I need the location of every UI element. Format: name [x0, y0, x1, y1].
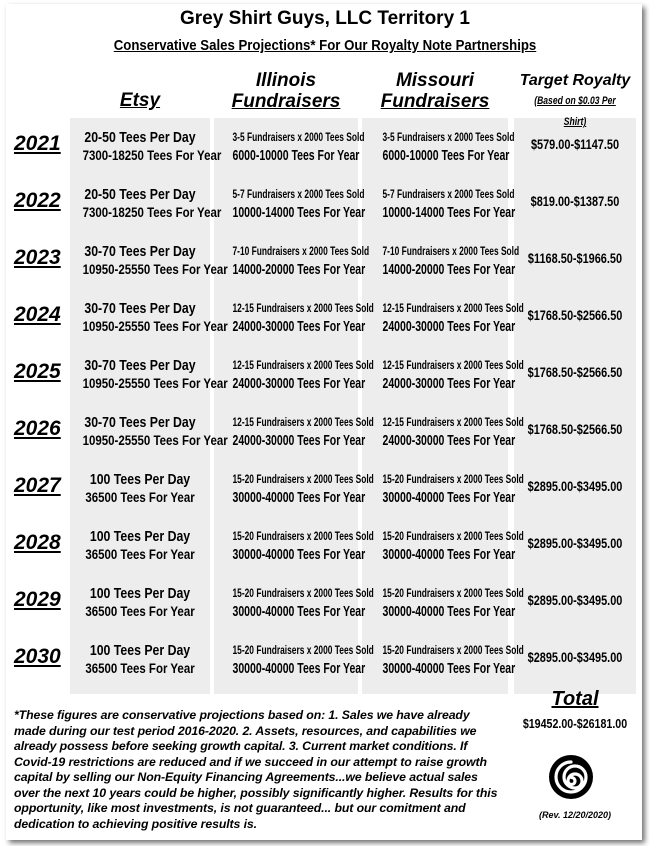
etsy-per-year: 36500 Tees For Year [85, 489, 195, 505]
table-row [0, 635, 650, 691]
illinois-per-year: 30000-40000 Tees For Year [232, 603, 366, 620]
header-etsy: Etsy [119, 90, 161, 111]
row-year: 2030 [14, 645, 61, 668]
illinois-cell [232, 356, 374, 392]
illinois-cell [232, 527, 374, 563]
etsy-per-day: 100 Tees Per Day [89, 528, 191, 545]
missouri-fundraisers: 15-20 Fundraisers x 2000 Tees Sold [382, 529, 524, 543]
missouri-per-year: 6000-10000 Tees For Year [382, 147, 510, 164]
etsy-cell [83, 527, 198, 563]
illinois-per-year: 30000-40000 Tees For Year [232, 489, 366, 506]
missouri-per-year: 14000-20000 Tees For Year [382, 261, 516, 278]
row-year: 2029 [14, 588, 61, 611]
etsy-cell [83, 641, 198, 677]
missouri-per-year: 24000-30000 Tees For Year [382, 318, 516, 335]
missouri-cell [382, 356, 524, 392]
header-missouri-line1: Missouri [395, 70, 475, 91]
royalty-cell: $1168.50-$1966.50 [527, 250, 623, 266]
royalty-cell: $2895.00-$3495.00 [527, 478, 623, 494]
missouri-per-year: 30000-40000 Tees For Year [382, 603, 516, 620]
missouri-fundraisers: 12-15 Fundraisers x 2000 Tees Sold [382, 301, 524, 315]
header-royalty-line1: Target Royalty [519, 72, 631, 89]
missouri-cell [382, 185, 516, 221]
etsy-cell [83, 470, 198, 506]
table-row [0, 179, 650, 235]
etsy-per-year: 36500 Tees For Year [85, 603, 195, 619]
missouri-cell [382, 299, 524, 335]
missouri-fundraisers: 15-20 Fundraisers x 2000 Tees Sold [382, 643, 524, 657]
spiral-logo-icon [548, 754, 594, 800]
missouri-fundraisers: 12-15 Fundraisers x 2000 Tees Sold [382, 358, 524, 372]
illinois-fundraisers: 15-20 Fundraisers x 2000 Tees Sold [232, 529, 374, 543]
row-year: 2023 [14, 246, 61, 269]
row-year: 2025 [14, 360, 61, 383]
missouri-per-year: 30000-40000 Tees For Year [382, 660, 516, 677]
illinois-per-year: 30000-40000 Tees For Year [232, 660, 366, 677]
total-value: $19452.00-$26181.00 [522, 716, 628, 731]
illinois-fundraisers: 12-15 Fundraisers x 2000 Tees Sold [232, 358, 374, 372]
etsy-cell [83, 584, 198, 620]
table-row [0, 236, 650, 292]
missouri-per-year: 30000-40000 Tees For Year [382, 489, 516, 506]
table-row [0, 521, 650, 577]
illinois-cell [232, 641, 374, 677]
header-missouri [362, 70, 508, 112]
missouri-cell [382, 128, 515, 164]
etsy-cell [82, 413, 228, 449]
etsy-per-year: 10950-25550 Tees For Year [82, 261, 228, 277]
row-year: 2022 [14, 189, 61, 212]
row-year: 2026 [14, 417, 61, 440]
etsy-per-year: 10950-25550 Tees For Year [82, 375, 228, 391]
etsy-per-day: 100 Tees Per Day [89, 642, 191, 659]
etsy-per-year: 36500 Tees For Year [85, 660, 195, 676]
etsy-per-year: 36500 Tees For Year [85, 546, 195, 562]
total-label: Total [551, 688, 599, 710]
illinois-fundraisers: 3-5 Fundraisers x 2000 Tees Sold [232, 130, 365, 144]
illinois-per-year: 30000-40000 Tees For Year [232, 546, 366, 563]
revision-date: (Rev. 12/20/2020) [538, 810, 612, 820]
illinois-cell [232, 584, 374, 620]
row-year: 2024 [14, 303, 61, 326]
royalty-cell: $1768.50-$2566.50 [527, 421, 623, 437]
etsy-cell [82, 299, 228, 335]
table-row [0, 122, 650, 178]
page-subtitle: Conservative Sales Projections* For Our Royalty Note Partnerships [113, 37, 537, 54]
illinois-fundraisers: 5-7 Fundraisers x 2000 Tees Sold [232, 187, 365, 201]
header-illinois [214, 70, 358, 112]
missouri-per-year: 30000-40000 Tees For Year [382, 546, 516, 563]
illinois-cell [232, 185, 366, 221]
etsy-per-day: 30-70 Tees Per Day [84, 243, 196, 260]
footnote: *These figures are conservative projections based on: 1. Sales we have already made during our test period 2016-2020. 2. Assets, resources, and capabilities we already possess before seeking growth capital. 3. Current market conditions. If Covid-19 restrictions are reduced and if we succeed in our attempt to raise growth capital by selling our Non-Equity Financing Agreements...we believe actual sales over the next 10 years could be higher, possibly significantly higher. Results for this opportunity, like most investments, is not guaranteed... but our comitment and dedication to achieving positive results is. [14, 708, 498, 831]
missouri-per-year: 24000-30000 Tees For Year [382, 375, 516, 392]
header-royalty-line2: (Based on $0.03 Per Shirt) [534, 95, 616, 128]
missouri-fundraisers: 3-5 Fundraisers x 2000 Tees Sold [382, 130, 515, 144]
royalty-cell: $2895.00-$3495.00 [527, 649, 623, 665]
missouri-fundraisers: 12-15 Fundraisers x 2000 Tees Sold [382, 415, 524, 429]
header-illinois-line2: Fundraisers [231, 91, 341, 112]
missouri-cell [382, 242, 520, 278]
royalty-cell: $2895.00-$3495.00 [527, 592, 623, 608]
etsy-per-day: 100 Tees Per Day [89, 585, 191, 602]
illinois-fundraisers: 15-20 Fundraisers x 2000 Tees Sold [232, 586, 374, 600]
royalty-cell: $819.00-$1387.50 [530, 193, 620, 209]
illinois-fundraisers: 12-15 Fundraisers x 2000 Tees Sold [232, 415, 374, 429]
etsy-cell [82, 185, 222, 221]
illinois-fundraisers: 12-15 Fundraisers x 2000 Tees Sold [232, 301, 374, 315]
etsy-per-year: 10950-25550 Tees For Year [82, 318, 228, 334]
illinois-cell [232, 128, 365, 164]
missouri-cell [382, 527, 524, 563]
missouri-per-year: 10000-14000 Tees For Year [382, 204, 516, 221]
illinois-fundraisers: 15-20 Fundraisers x 2000 Tees Sold [232, 643, 374, 657]
etsy-per-year: 10950-25550 Tees For Year [82, 432, 228, 448]
header-missouri-line2: Fundraisers [380, 91, 490, 112]
missouri-per-year: 24000-30000 Tees For Year [382, 432, 516, 449]
etsy-per-day: 20-50 Tees Per Day [84, 186, 196, 203]
illinois-cell [232, 413, 374, 449]
royalty-cell: $2895.00-$3495.00 [527, 535, 623, 551]
missouri-fundraisers: 7-10 Fundraisers x 2000 Tees Sold [382, 244, 520, 258]
missouri-fundraisers: 15-20 Fundraisers x 2000 Tees Sold [382, 586, 524, 600]
etsy-per-year: 7300-18250 Tees For Year [82, 147, 222, 163]
illinois-per-year: 6000-10000 Tees For Year [232, 147, 360, 164]
missouri-cell [382, 470, 524, 506]
row-year: 2021 [14, 132, 61, 155]
etsy-per-day: 20-50 Tees Per Day [84, 129, 196, 146]
illinois-per-year: 24000-30000 Tees For Year [232, 432, 366, 449]
row-year: 2027 [14, 474, 61, 497]
header-illinois-line1: Illinois [255, 70, 317, 91]
illinois-fundraisers: 7-10 Fundraisers x 2000 Tees Sold [232, 244, 370, 258]
etsy-per-day: 30-70 Tees Per Day [84, 414, 196, 431]
illinois-cell [232, 242, 370, 278]
missouri-fundraisers: 5-7 Fundraisers x 2000 Tees Sold [382, 187, 515, 201]
illinois-per-year: 14000-20000 Tees For Year [232, 261, 366, 278]
etsy-per-day: 100 Tees Per Day [89, 471, 191, 488]
table-row [0, 578, 650, 634]
etsy-cell [82, 128, 222, 164]
table-row [0, 464, 650, 520]
royalty-cell: $1768.50-$2566.50 [527, 307, 623, 323]
table-row [0, 293, 650, 349]
missouri-cell [382, 413, 524, 449]
etsy-per-year: 7300-18250 Tees For Year [82, 204, 222, 220]
missouri-cell [382, 641, 524, 677]
missouri-fundraisers: 15-20 Fundraisers x 2000 Tees Sold [382, 472, 524, 486]
illinois-cell [232, 299, 374, 335]
etsy-per-day: 30-70 Tees Per Day [84, 300, 196, 317]
etsy-cell [82, 242, 228, 278]
page-title: Grey Shirt Guys, LLC Territory 1 [179, 8, 470, 29]
royalty-cell: $1768.50-$2566.50 [527, 364, 623, 380]
missouri-cell [382, 584, 524, 620]
etsy-cell [82, 356, 228, 392]
table-row [0, 407, 650, 463]
table-row [0, 350, 650, 406]
royalty-cell: $579.00-$1147.50 [530, 136, 620, 152]
illinois-per-year: 24000-30000 Tees For Year [232, 375, 366, 392]
row-year: 2028 [14, 531, 61, 554]
illinois-cell [232, 470, 374, 506]
etsy-per-day: 30-70 Tees Per Day [84, 357, 196, 374]
illinois-per-year: 24000-30000 Tees For Year [232, 318, 366, 335]
illinois-fundraisers: 15-20 Fundraisers x 2000 Tees Sold [232, 472, 374, 486]
illinois-per-year: 10000-14000 Tees For Year [232, 204, 366, 221]
